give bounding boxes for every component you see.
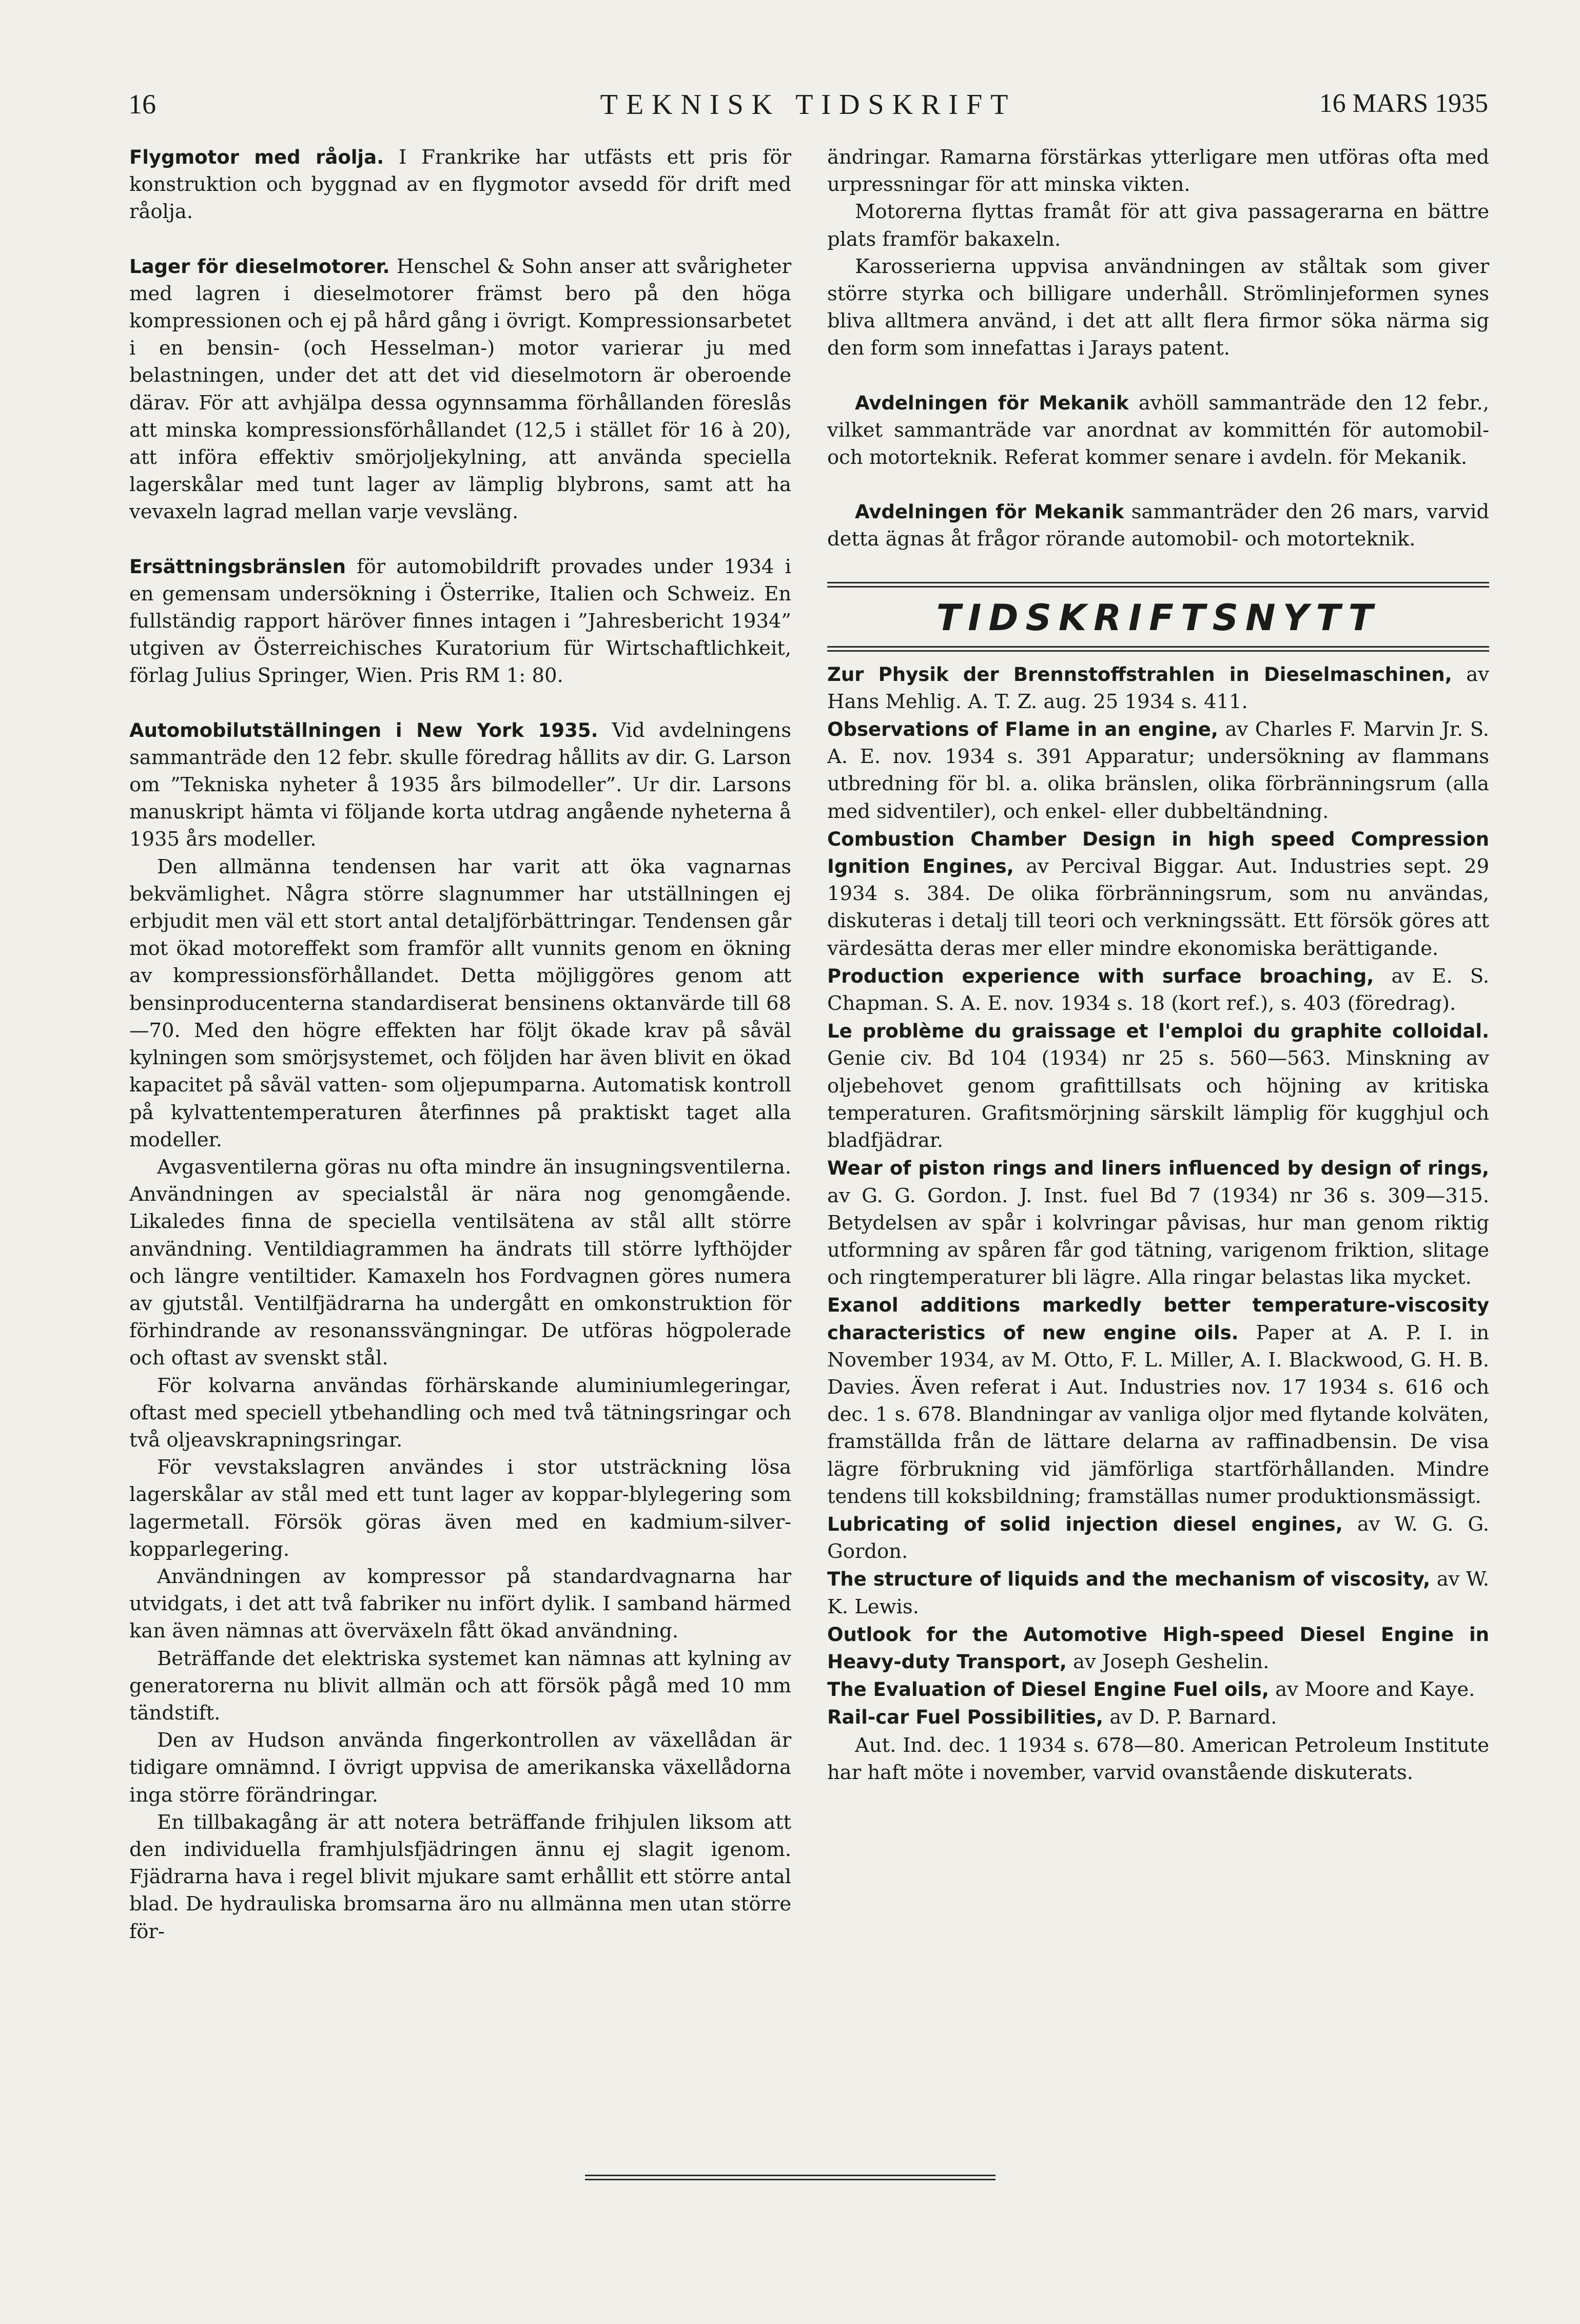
paragraph: Beträffande det elektriska systemet kan nämnas att kylning av generatorerna nu blivit allmän och att försök pågå med 10 mm tändstift. [129, 1647, 791, 1725]
paragraph: Aut. Ind. dec. 1 1934 s. 678—80. American Petroleum Institute har haft möte i november, varvid ovanstående diskuterats. [827, 1733, 1489, 1784]
paragraph: Avgasventilerna göras nu ofta mindre än insugningsventilerna. Användningen av specialstål är nära nog genomgående. Likaledes finna de speciella ventilsätena av stål allt större användning. Ventildiagrammen ha ändrats till större lyfthöjder och längre ventiltider. Kamaxeln hos Fordvagnen göres numera av gjutstål. Ventilfjädrarna ha undergått en omkonstruktion för förhindrande av resonanssvängningar. De utföras högpolerade och oftast av svenskt stål. [129, 1155, 791, 1370]
list-item: Exanol additions markedly better temperature-viscosity characteristics of new engine oils. Paper at A. P. I. in November 1934, av M. Otto, F. L. Miller, A. I. Blackwood, G. H. B. Davies. Även referat i Aut. Industries nov. 17 1934 s. 616 och dec. 1 s. 678. Blandningar av vanliga oljor med flytande kolväten, framställda från de lättare delarna av raffinadbensin. De visa lägre förbrukning vid jämförliga startförhållanden. Mindre tendens till koksbildning; framställas numer produktionsmässigt. [827, 1294, 1489, 1508]
running-head [128, 88, 1488, 129]
list-item: Rail-car Fuel Possibilities, av D. P. Barnard. [827, 1706, 1277, 1729]
journal-title: TEKNISK TIDSKRIFT [600, 89, 1017, 121]
paragraph: En tillbakagång är att notera beträffande frihjulen liksom att den individuella framhjulsfjädringen ännu ej slagit igenom. Fjädrarna hava i regel blivit mjukare samt erhållit ett större antal blad. De hydrauliska bromsarna äro nu allmänna men utan större för- [129, 1810, 791, 1943]
list-item: Zur Physik der Brennstoffstrahlen in Dieselmaschinen, av Hans Mehlig. A. T. Z. aug. 25 1934 s. 411. [827, 662, 1489, 713]
right-column [827, 144, 1489, 1786]
paragraph: För vevstakslagren användes i stor utsträckning lösa lagerskålar av stål med ett tunt lager av koppar-blylegering som lagermetall. Försök göras även med en kadmium-silver-kopparlegering. [129, 1456, 791, 1561]
list-item: The structure of liquids and the mechanism of viscosity, av W. K. Lewis. [827, 1568, 1489, 1618]
paragraph: Karosserierna uppvisa användningen av ståltak som giver större styrka och billigare underhåll. Strömlinjeformen synes bliva alltmera använd, i det att allt flera firmor söka närma sig den form som innefattas i Jarays patent. [827, 255, 1489, 360]
issue-date: 16 MARS 1935 [1319, 89, 1488, 118]
double-rule [827, 582, 1489, 588]
list-item: Observations of Flame in an engine, av Charles F. Marvin Jr. S. A. E. nov. 1934 s. 391 Apparatur; undersökning av flammans utbredning för bl. a. olika bränslen, olika förbränningsrum (alla med sidventiler), och enkel- eller dubbeltändning. [827, 718, 1489, 823]
list-item: Le problème du graissage et l'emploi du graphite colloidal. Genie civ. Bd 104 (1934) nr 25 s. 560—563. Minskning av oljebehovet genom grafittillsats och höjning av kritiska temperaturen. Grafitsmörjning särskilt lämplig för kugghjul och bladfjädrar. [827, 1020, 1489, 1153]
paragraph: Den allmänna tendensen har varit att öka vagnarnas bekvämlighet. Några större slagnummer har utställningen ej erbjudit men väl ett stort antal detaljförbättringar. Tendensen går mot ökad motoreffekt som framför allt vunnits genom en ökning av kompressionsförhållandet. Detta möjliggöres genom att bensinproducenterna standardiserat bensinens oktanvärde till 68—70. Med den högre effekten har följt ökade krav på såväl kylningen som smörjsystemet, och följden har även blivit en ökad kapacitet på såväl vatten- som oljepumparna. Automatisk kontroll på kylvattentemperaturen återfinnes på praktiskt taget alla modeller. [129, 855, 791, 1151]
notice-mekanik-1: Avdelningen för Mekanik avhöll sammanträde den 12 febr., vilket sammanträde var anordnat av kommittén för automobil- och motorteknik. Referat kommer senare i avdeln. för Mekanik. [827, 391, 1489, 470]
list-item: Wear of piston rings and liners influenced by design of rings, av G. G. Gordon. J. Inst. fuel Bd 7 (1934) nr 36 s. 309—315. Betydelsen av spår i kolvringar påvisas, hur man genom riktig utformning av spåren får god tätning, varigenom friktion, slitage och ringtemperaturer bli lägre. Alla ringar belastas lika mycket. [827, 1157, 1489, 1290]
notice-mekanik-2: Avdelningen för Mekanik sammanträder den 26 mars, varvid detta ägnas åt frågor rörande automobil- och motorteknik. [827, 500, 1489, 551]
paragraph: För kolvarna användas förhärskande aluminiumlegeringar, oftast med speciell ytbehandling och med två tätningsringar och två oljeavskrapningsringar. [129, 1374, 791, 1452]
tidskriftsnytt-heading-box [827, 582, 1489, 652]
article-flygmotor: Flygmotor med råolja. I Frankrike har utfästs ett pris för konstruktion och byggnad av en flygmotor avsedd för drift med råolja. [129, 146, 791, 224]
section-heading: TIDSKRIFTSNYTT [936, 596, 1380, 639]
list-item: Combustion Chamber Design in high speed Compression Ignition Engines, av Percival Biggar. Aut. Industries sept. 29 1934 s. 384. De olika förbränningsrum, som nu användas, diskuteras i detalj till teori och verkningssätt. Ett försök göres att värdesätta deras mer eller mindre ekonomiska berättigande. [827, 828, 1489, 960]
tidskriftsnytt-list [827, 661, 1489, 1786]
page-number: 16 [128, 89, 156, 120]
list-item: Lubricating of solid injection diesel engines, av W. G. G. Gordon. [827, 1512, 1489, 1564]
paragraph: Motorerna flyttas framåt för att giva passagerarna en bättre plats framför bakaxeln. [827, 200, 1489, 251]
double-rule [827, 646, 1489, 652]
article-lager: Lager för dieselmotorer. Henschel & Sohn anser att svårigheter med lagren i dieselmotorer främst bero på den höga kompressionen och ej på hård gång i övrigt. Kompressionsarbetet i en bensin- (och Hesselman-) motor varierar ju med belastningen, under det att det vid dieselmotorn är oberoende därav. För att avhjälpa dessa ogynnsamma förhållanden föreslås att minska kompressionsförhållandet (12,5 i stället för 16 à 20), att införa effektiv smörjoljekylning, att använda speciella lagerskålar med tunt lager av lämplig blybrons, samt att ha vevaxeln lagrad mellan varje vevsläng. [129, 255, 791, 524]
article-ersattningsbranslen: Ersättningsbränslen för automobildrift provades under 1934 i en gemensam undersökning i Österrike, Italien och Schweiz. En fullständig rapport häröver finnes intagen i ”Jahresbericht 1934” utgiven av Österreichisches Kuratorium für Wirtschaftlichkeit, förlag Julius Springer, Wien. Pris RM 1: 80. [129, 555, 791, 688]
article-automobilutstallningen: Automobilutställningen i New York 1935. Vid avdelningens sammanträde den 12 febr. skulle föredrag hållits av dir. G. Larson om ”Tekniska nyheter å 1935 års bilmodeller”. Ur dir. Larsons manuskript hämta vi följande korta utdrag angående nyheterna å 1935 års modeller. [129, 718, 791, 851]
list-item: The Evaluation of Diesel Engine Fuel oils, av Moore and Kaye. [827, 1678, 1475, 1702]
left-column [129, 144, 791, 1945]
paragraph: Den av Hudson använda fingerkontrollen av växellådan är tidigare omnämnd. I övrigt uppvisa de amerikanska växellådorna inga större förändringar. [129, 1729, 791, 1807]
list-item: Outlook for the Automotive High-speed Diesel Engine in Heavy-duty Transport, av Joseph Geshelin. [827, 1623, 1489, 1673]
bottom-double-rule [585, 2175, 996, 2180]
paragraph: Användningen av kompressor på standardvagnarna har utvidgats, i det att två fabriker nu infört dylik. I samband härmed kan även nämnas att överväxeln fått ökad användning. [129, 1565, 791, 1643]
list-item: Production experience with surface broaching, av E. S. Chapman. S. A. E. nov. 1934 s. 18 (kort ref.), s. 403 (föredrag). [827, 964, 1489, 1015]
paragraph: ändringar. Ramarna förstärkas ytterligare men utföras ofta med urpressningar för att minska vikten. [827, 146, 1489, 197]
